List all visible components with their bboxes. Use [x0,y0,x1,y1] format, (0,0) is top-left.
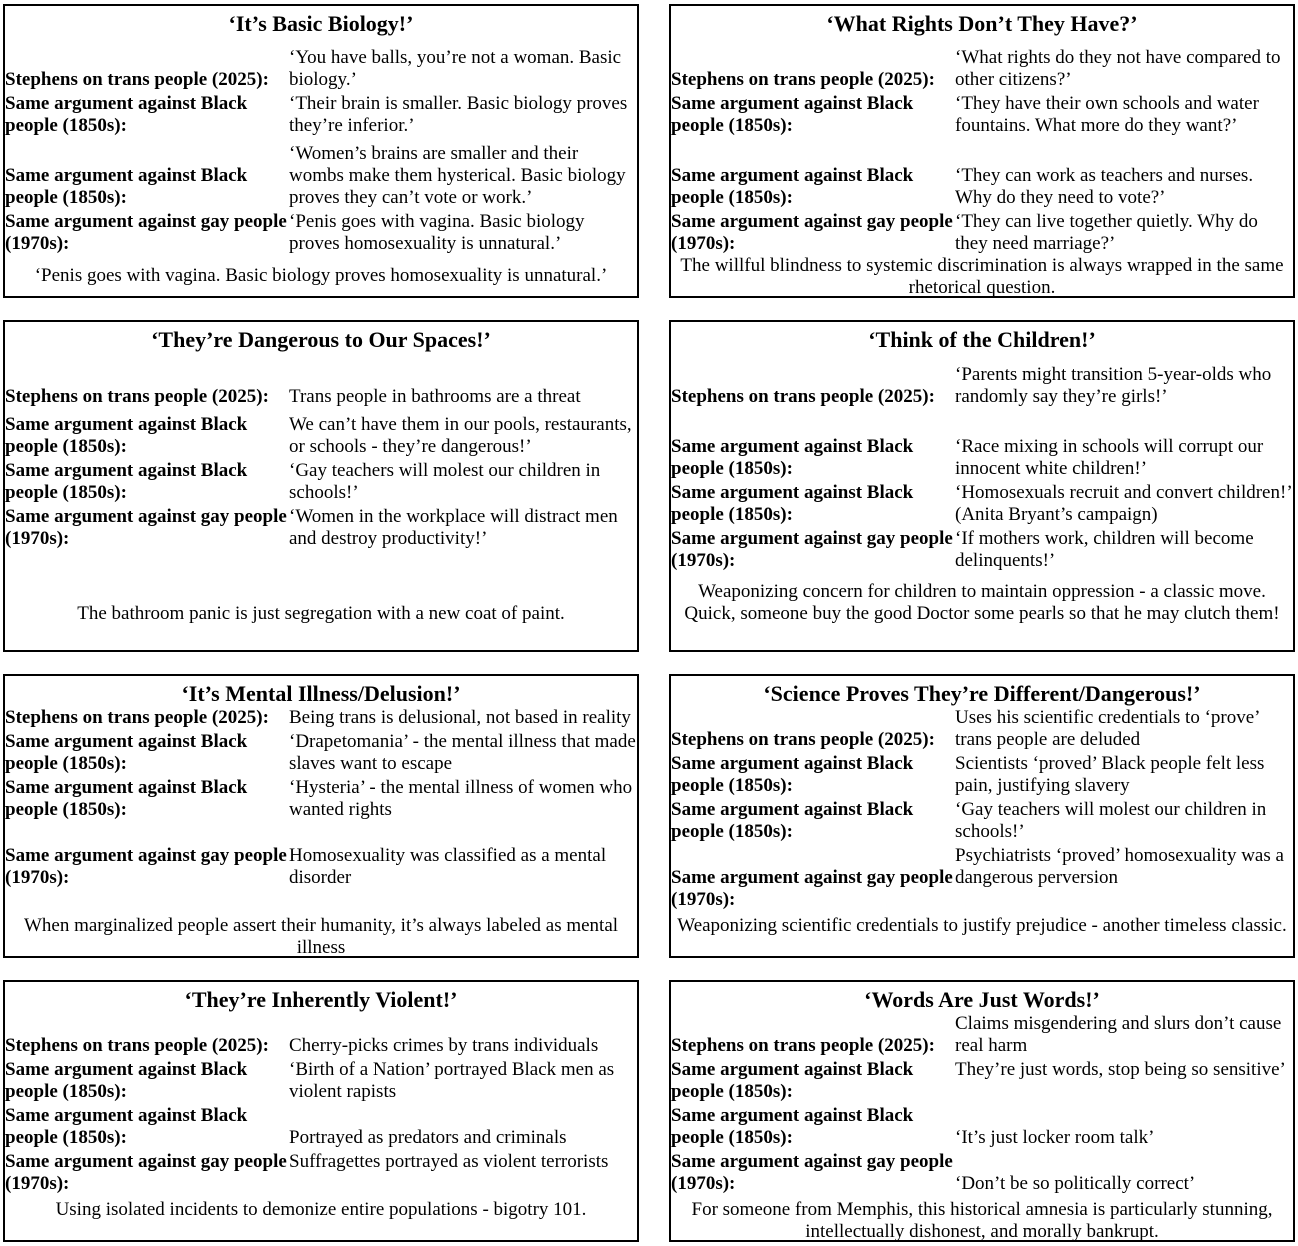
row-text: ‘It’s just locker room talk’ [955,1127,1155,1148]
panel-note: The willful blindness to systemic discrimination is always wrapped in the same rhetorical question. [680,255,1284,298]
row-label: Same argument against Black people (1850s): [5,1059,248,1102]
row-label: Same argument against Black people (1850s): [671,799,914,842]
row-label: Same argument against Black people (1850s): [671,1105,914,1148]
comparison-row [671,165,1293,209]
comparison-rows [671,37,1293,255]
row-label: Same argument against Black people (1850s): [671,436,914,479]
panel-note: Using isolated incidents to demonize entire populations - bigotry 101. [55,1199,587,1220]
row-text: ‘Their brain is smaller. Basic biology proves they’re inferior.’ [289,93,628,136]
panel-words-are-words [669,980,1295,1242]
panel-title: ‘Science Proves They’re Different/Dangerous!’ [763,681,1201,706]
comparison-row [5,93,637,137]
row-text: ‘What rights do they not have compared to other citizens?’ [955,47,1281,90]
row-label: Stephens on trans people (2025): [5,386,269,407]
comparison-row [5,845,637,889]
row-text: ‘Don’t be so politically correct’ [955,1173,1196,1194]
row-text: ‘Gay teachers will molest our children in schools!’ [289,460,601,503]
comparison-row [5,1151,637,1195]
comparison-row [5,1059,637,1103]
comparison-row [671,1059,1293,1103]
row-label: Same argument against Black people (1850s): [671,165,914,208]
comparison-rows [671,707,1293,911]
row-text: Cherry-picks crimes by trans individuals [289,1035,599,1056]
row-text: ‘You have balls, you’re not a woman. Basic biology.’ [289,47,622,90]
row-label: Same argument against Black people (1850s): [5,93,248,136]
row-label: Same argument against Black people (1850s): [671,93,914,136]
comparison-row [5,414,637,458]
row-text: Scientists ‘proved’ Black people felt less pain, justifying slavery [955,753,1265,796]
row-text: Portrayed as predators and criminals [289,1127,567,1148]
row-label: Same argument against Black people (1850s): [671,1059,914,1102]
row-label: Same argument against Black people (1850s): [671,753,914,796]
row-text: ‘Race mixing in schools will corrupt our innocent white children!’ [955,436,1264,479]
panel-inherently-violent [3,980,639,1242]
row-label: Same argument against gay people (1970s): [671,1151,953,1194]
comparison-row [671,364,1293,408]
row-text: ‘Women’s brains are smaller and their wombs make them hysterical. Basic biology proves they can’t vote or work.’ [289,143,626,208]
row-text: Claims misgendering and slurs don’t cause real harm [955,1013,1282,1056]
row-label: Same argument against Black people (1850s): [5,460,248,503]
row-label: Stephens on trans people (2025): [5,69,269,90]
row-label: Stephens on trans people (2025): [671,729,935,750]
row-label: Same argument against Black people (1850s): [5,414,248,457]
comparison-row [5,211,637,255]
row-label: Stephens on trans people (2025): [5,707,269,728]
row-label: Same argument against gay people (1970s): [5,1151,287,1194]
comparison-row [5,731,637,775]
comparison-rows [671,353,1293,572]
panel-dangerous-spaces [3,320,639,652]
panel-note: ‘Penis goes with vagina. Basic biology proves homosexuality is unnatural.’ [34,265,608,286]
row-text: ‘Drapetomania’ - the mental illness that made slaves want to escape [289,731,636,774]
row-text: They’re just words, stop being so sensitive’ [955,1059,1286,1080]
panel-think-children [669,320,1295,652]
row-text: ‘They can live together quietly. Why do they need marriage?’ [955,211,1258,254]
panel-science-proves [669,674,1295,958]
row-label: Same argument against gay people (1970s): [5,845,287,888]
comparison-row [5,460,637,504]
row-text: Trans people in bathrooms are a threat [289,386,581,407]
comparison-row [671,528,1293,572]
comparison-row [5,777,637,821]
comparison-row [5,707,637,729]
panel-title: ‘Words Are Just Words!’ [864,987,1100,1012]
row-label: Stephens on trans people (2025): [5,1035,269,1056]
row-text: ‘They have their own schools and water fountains. What more do they want?’ [955,93,1259,136]
panel-title: ‘It’s Basic Biology!’ [228,11,414,36]
comparison-row [671,753,1293,797]
row-text: Suffragettes portrayed as violent terrorists [289,1151,609,1172]
row-label: Same argument against Black people (1850s): [5,731,248,774]
row-label: Stephens on trans people (2025): [671,386,935,407]
row-text: ‘Gay teachers will molest our children in schools!’ [955,799,1267,842]
panel-title: ‘They’re Inherently Violent!’ [184,987,458,1012]
row-text: Psychiatrists ‘proved’ homosexuality was a dangerous perversion [955,845,1284,888]
panel-title: ‘What Rights Don’t They Have?’ [826,11,1138,36]
row-text: Homosexuality was classified as a mental disorder [289,845,607,888]
comparison-rows [5,37,637,255]
row-label: Same argument against Black people (1850s): [5,165,248,208]
row-label: Same argument against gay people (1970s): [671,528,953,571]
row-label: Same argument against gay people (1970s): [5,506,287,549]
comparison-rows [5,353,637,550]
row-label: Same argument against Black people (1850s): [671,482,914,525]
panel-note: Weaponizing concern for children to maintain oppression - a classic move. Quick, someone buy the good Doctor some pearls so that he may clutch them! [684,581,1280,624]
comparison-row [671,436,1293,480]
comparison-rows [671,1013,1293,1195]
row-text: ‘Birth of a Nation’ portrayed Black men as violent rapists [289,1059,615,1102]
comparison-row [5,506,637,550]
comparison-row [671,707,1293,751]
comparison-row [671,845,1293,911]
panel-note: Weaponizing scientific credentials to justify prejudice - another timeless classic. [677,915,1287,936]
row-label: Same argument against gay people (1970s): [671,211,953,254]
panel-note: For someone from Memphis, this historical amnesia is particularly stunning, intellectually dishonest, and morally bankrupt. [691,1199,1273,1242]
comparison-row [671,799,1293,843]
row-text: ‘Homosexuals recruit and convert children!’ (Anita Bryant’s campaign) [955,482,1292,525]
row-label: Same argument against Black people (1850s): [5,1105,248,1148]
row-text: Being trans is delusional, not based in reality [289,707,631,728]
comparison-row [671,1105,1293,1149]
comparison-row [671,93,1293,137]
row-label: Same argument against gay people (1970s): [671,867,953,910]
panel-title: ‘Think of the Children!’ [868,327,1096,352]
row-label: Stephens on trans people (2025): [671,1035,935,1056]
comparison-row [671,1151,1293,1195]
panel-mental-illness [3,674,639,958]
row-text: Uses his scientific credentials to ‘prove’ trans people are deluded [955,707,1260,750]
comparison-row [5,143,637,209]
comparison-rows [5,707,637,889]
comparison-row [5,1105,637,1149]
panel-note: The bathroom panic is just segregation with a new coat of paint. [77,603,565,624]
comparison-rows [5,1013,637,1195]
comparison-row [671,482,1293,526]
comparison-row [5,386,637,408]
row-label: Same argument against Black people (1850s): [5,777,248,820]
row-text: ‘They can work as teachers and nurses. Why do they need to vote?’ [955,165,1254,208]
row-label: Stephens on trans people (2025): [671,69,935,90]
comparison-row [671,211,1293,255]
panel-basic-biology [3,4,639,298]
row-text: ‘Parents might transition 5-year-olds who randomly say they’re girls!’ [955,364,1272,407]
comparison-row [671,1013,1293,1057]
comparison-row [5,1035,637,1057]
panel-what-rights [669,4,1295,298]
panel-note: When marginalized people assert their humanity, it’s always labeled as mental illness [23,915,619,958]
panel-title: ‘It’s Mental Illness/Delusion!’ [181,681,461,706]
row-text: ‘Penis goes with vagina. Basic biology proves homosexuality is unnatural.’ [289,211,585,254]
row-text: ‘Hysteria’ - the mental illness of women who wanted rights [289,777,633,820]
row-text: ‘If mothers work, children will become delinquents!’ [955,528,1254,571]
panel-title: ‘They’re Dangerous to Our Spaces!’ [151,327,491,352]
row-text: We can’t have them in our pools, restaurants, or schools - they’re dangerous!’ [289,414,632,457]
row-label: Same argument against gay people (1970s): [5,211,287,254]
comparison-row [671,47,1293,91]
row-text: ‘Women in the workplace will distract men and destroy productivity!’ [289,506,618,549]
comparison-row [5,47,637,91]
